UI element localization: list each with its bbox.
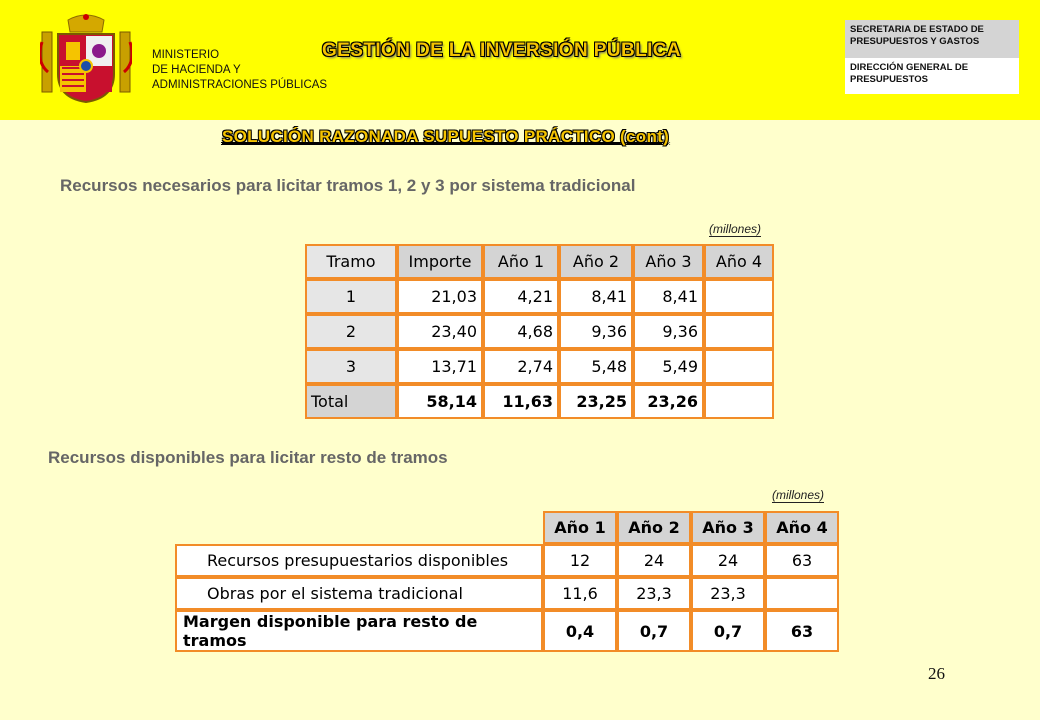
table-cell: 1 <box>305 279 397 314</box>
table-total-row <box>175 610 839 652</box>
table-cell <box>765 577 839 610</box>
table-cell: 23,3 <box>691 577 765 610</box>
recursos-table <box>175 511 839 652</box>
table-cell: 0,7 <box>617 610 691 652</box>
tramos-table <box>305 244 774 419</box>
table-cell: 21,03 <box>397 279 483 314</box>
row-label: Recursos presupuestarios disponibles <box>175 544 543 577</box>
table-cell: 13,71 <box>397 349 483 384</box>
table-cell: Total <box>305 384 397 419</box>
table-row <box>175 577 839 610</box>
ministry-line-3: ADMINISTRACIONES PÚBLICAS <box>152 79 328 91</box>
column-header: Año 2 <box>559 244 633 279</box>
table-cell: 23,25 <box>559 384 633 419</box>
section2-units: (millones) <box>772 488 825 502</box>
subtitle: SOLUCIÓN RAZONADA SUPUESTO PRÁCTICO (cont) <box>222 127 670 146</box>
table-row <box>305 349 774 384</box>
table-cell: 63 <box>765 544 839 577</box>
table-row <box>305 314 774 349</box>
table-cell: 2 <box>305 314 397 349</box>
table-cell: 4,68 <box>483 314 559 349</box>
row-label: Margen disponible para resto de tramos <box>175 610 543 652</box>
direccion-label: DIRECCIÓN GENERAL DE PRESUPUESTOS <box>850 62 969 85</box>
coat-of-arms-icon <box>40 12 132 104</box>
table-cell: 8,41 <box>633 279 704 314</box>
table-cell: 24 <box>691 544 765 577</box>
header-bar <box>0 0 1040 120</box>
table-cell: 0,7 <box>691 610 765 652</box>
table-cell: 8,41 <box>559 279 633 314</box>
secretaria-box <box>845 20 1019 94</box>
table-cell: 3 <box>305 349 397 384</box>
row-label: Obras por el sistema tradicional <box>175 577 543 610</box>
table-cell <box>704 384 774 419</box>
section1-units: (millones) <box>709 222 762 236</box>
table-cell: 23,40 <box>397 314 483 349</box>
table-cell: 9,36 <box>633 314 704 349</box>
table-cell <box>704 349 774 384</box>
table-cell: 24 <box>617 544 691 577</box>
table-cell <box>704 314 774 349</box>
column-header: Año 2 <box>617 511 691 544</box>
page-number: 26 <box>928 664 945 683</box>
column-header: Importe <box>397 244 483 279</box>
table-header-row <box>175 511 839 544</box>
table-cell: 2,74 <box>483 349 559 384</box>
table-cell: 58,14 <box>397 384 483 419</box>
column-header: Año 4 <box>765 511 839 544</box>
column-header: Año 1 <box>543 511 617 544</box>
table-cell: 12 <box>543 544 617 577</box>
table-row <box>175 544 839 577</box>
column-header: Tramo <box>305 244 397 279</box>
table-cell: 23,3 <box>617 577 691 610</box>
ministry-line-2: DE HACIENDA Y <box>152 64 241 76</box>
table-cell: 23,26 <box>633 384 704 419</box>
table-cell: 0,4 <box>543 610 617 652</box>
column-header: Año 3 <box>691 511 765 544</box>
column-header: Año 3 <box>633 244 704 279</box>
table-row <box>305 279 774 314</box>
ministry-name <box>152 48 327 93</box>
table-cell: 63 <box>765 610 839 652</box>
table-total-row <box>305 384 774 419</box>
table-cell: 9,36 <box>559 314 633 349</box>
table-header-row <box>305 244 774 279</box>
column-header: Año 1 <box>483 244 559 279</box>
section1-heading: Recursos necesarios para licitar tramos 1, 2 y 3 por sistema tradicional <box>60 176 636 195</box>
table-cell: 5,48 <box>559 349 633 384</box>
table-cell <box>704 279 774 314</box>
table-cell: 5,49 <box>633 349 704 384</box>
secretaria-label: SECRETARIA DE ESTADO DE PRESUPUESTOS Y GASTOS <box>845 20 1019 58</box>
section2-heading: Recursos disponibles para licitar resto de tramos <box>48 448 448 467</box>
table-cell: 4,21 <box>483 279 559 314</box>
column-header: Año 4 <box>704 244 774 279</box>
ministry-line-1: MINISTERIO <box>152 49 220 61</box>
page-title: GESTIÓN DE LA INVERSIÓN PÚBLICA <box>322 40 682 61</box>
table-cell: 11,63 <box>483 384 559 419</box>
table-cell: 11,6 <box>543 577 617 610</box>
